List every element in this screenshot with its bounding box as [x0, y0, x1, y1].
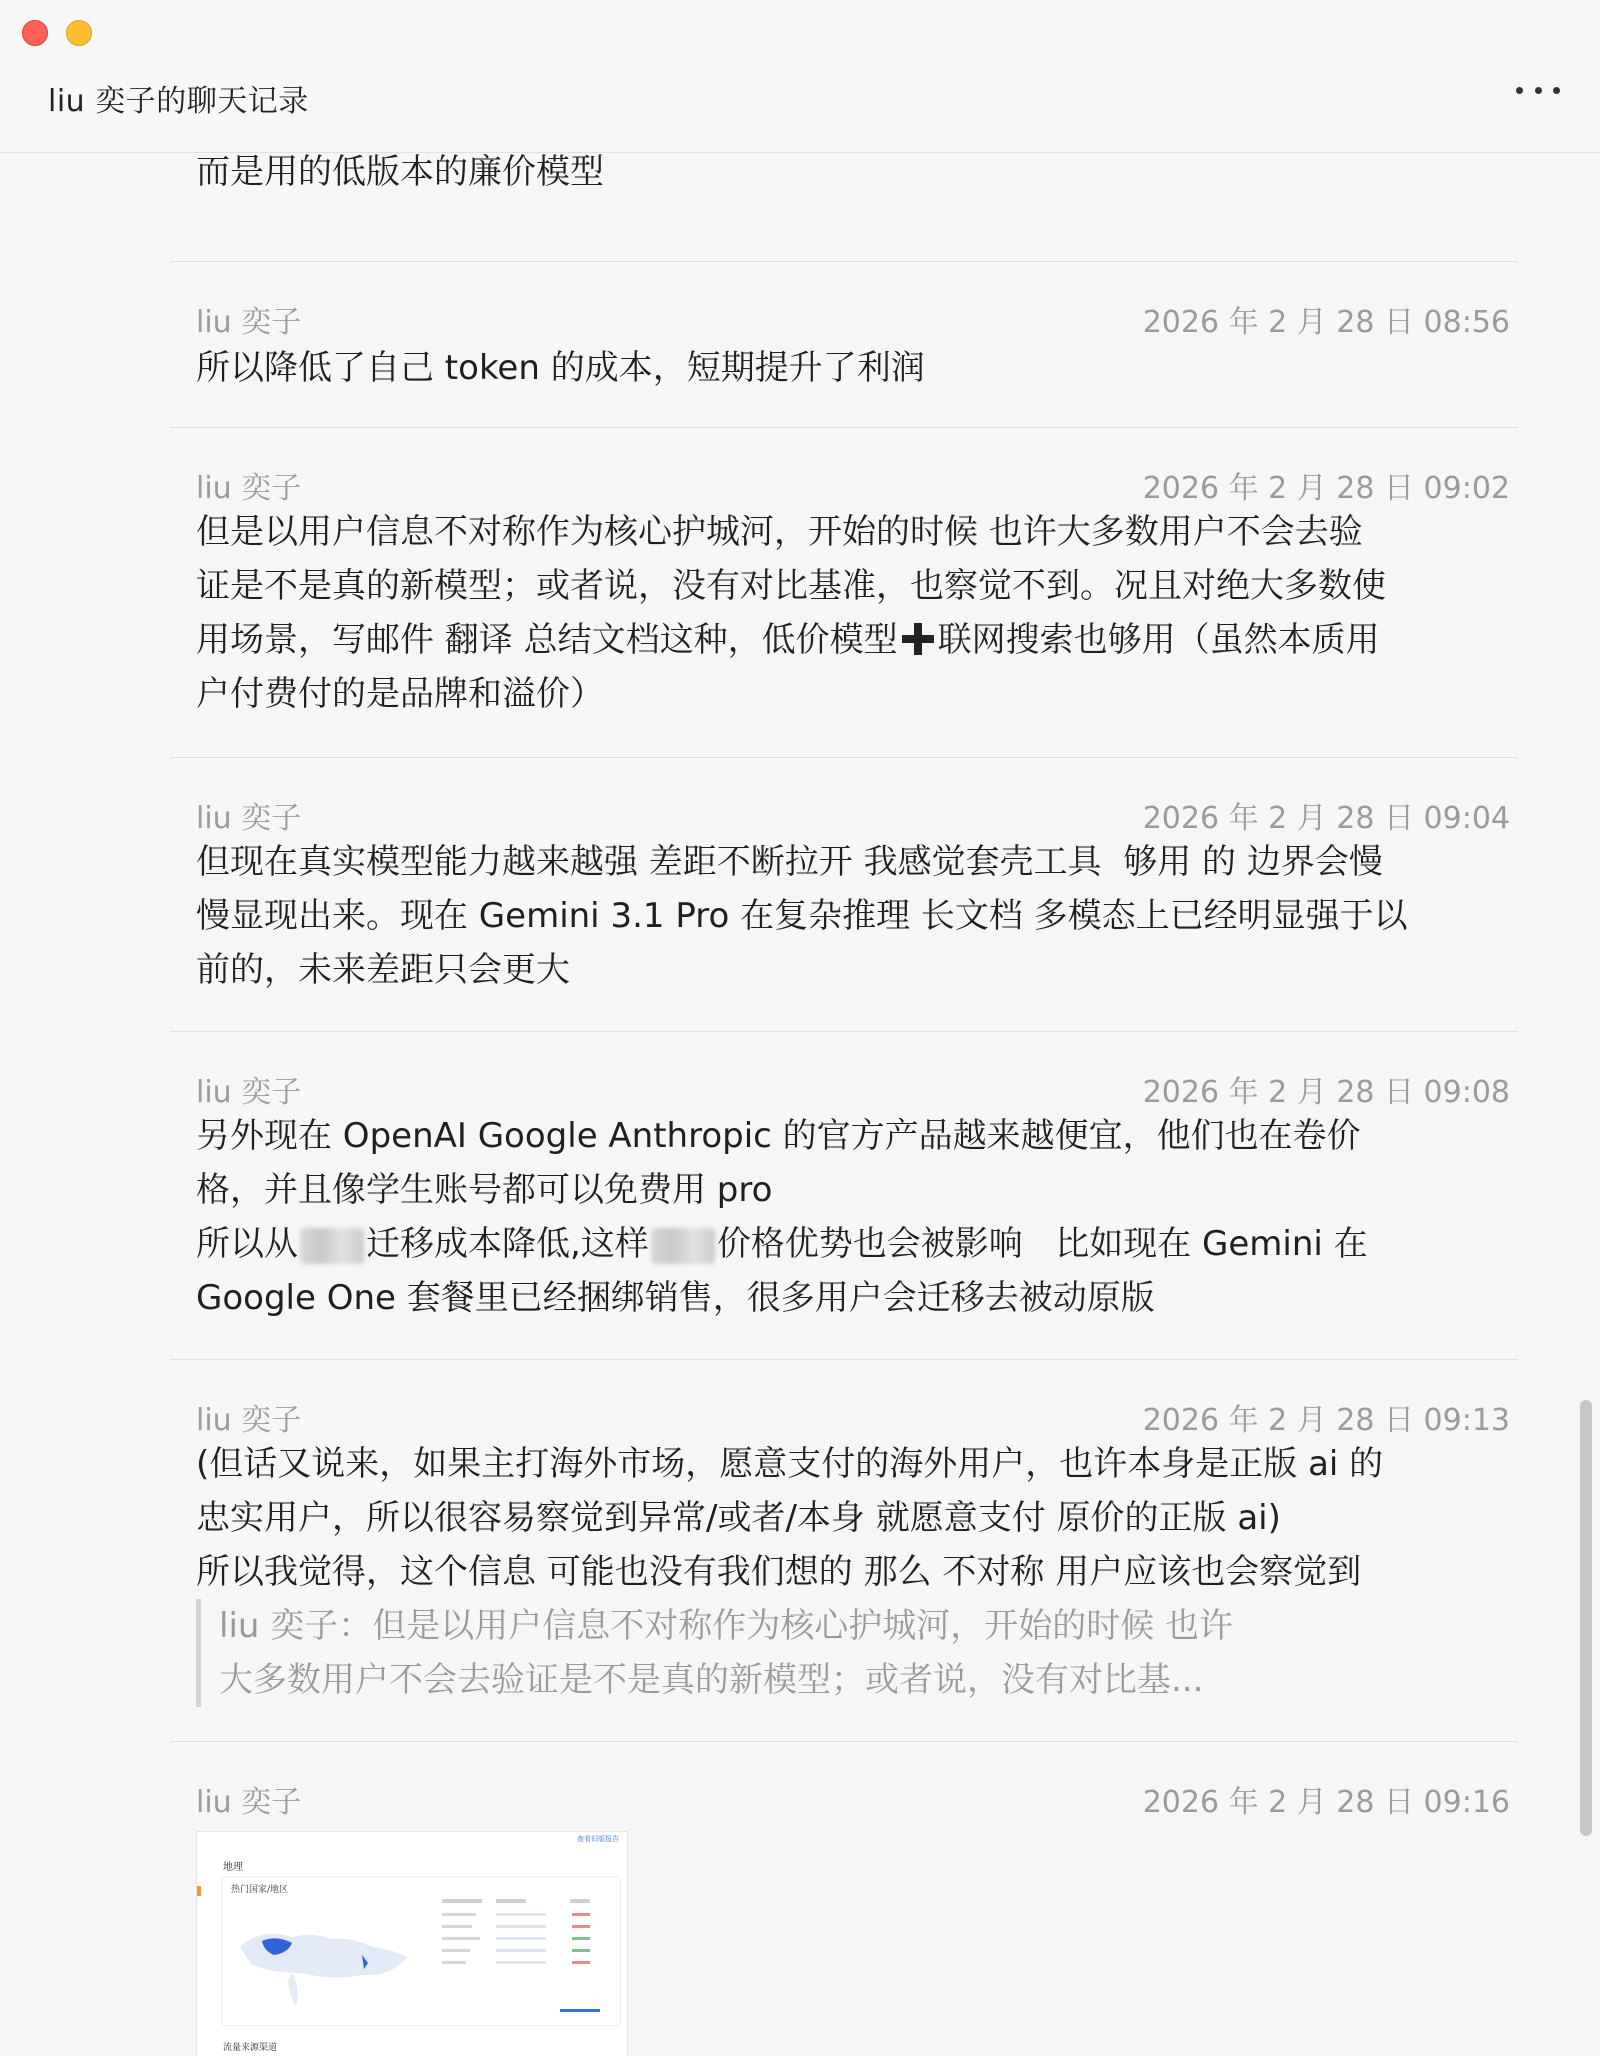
message-line: 证是不是真的新模型；或者说，没有对比基准，也察觉不到。况且对绝大多数使	[196, 566, 1386, 606]
message-time: 2026 年 2 月 28 日 09:16	[1142, 1785, 1510, 1820]
message-text: 而是用的低版本的廉价模型	[196, 153, 604, 192]
message-line: 忠实用户，所以很容易察觉到异常/或者/本身 就愿意支付 原价的正版 ai)	[196, 1498, 1281, 1538]
message-line: (但话又说来，如果主打海外市场，愿意支付的海外用户，也许本身是正版 ai 的	[196, 1444, 1384, 1484]
message-text: 所以降低了自己 token 的成本，短期提升了利润	[196, 348, 925, 388]
minimize-window-button[interactable]	[66, 20, 92, 46]
thumb-accent	[197, 1886, 201, 1896]
message-line: 但现在真实模型能力越来越强 差距不断拉开 我感觉套壳工具 够用 的 边界会慢	[196, 842, 1383, 882]
message-sender: liu 奕子	[196, 305, 302, 340]
message-list[interactable]	[0, 153, 1600, 2056]
message-sender: liu 奕子	[196, 801, 302, 836]
message-line: 户付费付的是品牌和溢价）	[196, 674, 604, 714]
message-sender: liu 奕子	[196, 1403, 302, 1438]
redacted-text	[651, 1228, 715, 1264]
message-line: 迁移成本降低,这样	[366, 1224, 649, 1264]
thumb-section-title: 流量来源渠道	[223, 2043, 278, 2053]
thumb-card	[221, 1876, 621, 2026]
quoted-reply[interactable]	[196, 1599, 1339, 1707]
message-item	[170, 1741, 1518, 2056]
message-time: 2026 年 2 月 28 日 09:08	[1142, 1075, 1510, 1110]
message-time: 2026 年 2 月 28 日 09:02	[1142, 471, 1510, 506]
message-line: 但是以用户信息不对称作为核心护城河，开始的时候 也许大多数用户不会去验	[196, 512, 1363, 552]
message-line: 价格优势也会被影响 比如现在 Gemini 在	[716, 1224, 1368, 1264]
thumb-link: 查看旧版报告	[577, 1835, 619, 1843]
message-text	[196, 1437, 1518, 1599]
message-sender: liu 奕子	[196, 1075, 302, 1110]
thumb-heading: 地理	[223, 1862, 243, 1873]
message-line: 慢显现出来。现在 Gemini 3.1 Pro 在复杂推理 长文档 多模态上已经明显强于以	[196, 896, 1408, 936]
message-item	[170, 261, 1518, 428]
message-text	[196, 835, 1518, 997]
message-item	[170, 1359, 1518, 1742]
message-time: 2026 年 2 月 28 日 08:56	[1142, 305, 1510, 340]
quote-line: liu 奕子：但是以用户信息不对称作为核心护城河，开始的时候 也许	[219, 1606, 1234, 1646]
scrollbar-thumb[interactable]	[1580, 1400, 1592, 1836]
redacted-text	[300, 1228, 364, 1264]
quote-line: 大多数用户不会去验证是不是真的新模型；或者说，没有对比基...	[219, 1660, 1204, 1700]
message-line: 联网搜索也够用（虽然本质用	[937, 620, 1380, 660]
message-line: 另外现在 OpenAI Google Anthropic 的官方产品越来越便宜，他们也在卷价	[196, 1116, 1361, 1156]
title-bar	[0, 0, 1600, 153]
thumb-subheading: 热门国家/地区	[231, 1885, 289, 1895]
message-text	[196, 1109, 1518, 1325]
message-item	[170, 427, 1518, 758]
message-item	[170, 757, 1518, 1032]
message-line: 用场景，写邮件 翻译 总结文档这种，低价模型	[196, 620, 898, 660]
message-line: 所以从	[196, 1224, 298, 1264]
message-time: 2026 年 2 月 28 日 09:04	[1142, 801, 1510, 836]
message-sender: liu 奕子	[196, 471, 302, 506]
message-line: 格，并且像学生账号都可以免费用 pro	[196, 1170, 773, 1210]
message-item	[170, 1031, 1518, 1360]
thumb-map-table	[222, 1877, 620, 2025]
close-window-button[interactable]	[22, 20, 48, 46]
message-line: Google One 套餐里已经捆绑销售，很多用户会迁移去被动原版	[196, 1278, 1155, 1318]
more-options-icon[interactable]	[1516, 80, 1560, 100]
message-line: 前的，未来差距只会更大	[196, 950, 570, 990]
image-attachment[interactable]	[196, 1831, 628, 2056]
message-time: 2026 年 2 月 28 日 09:13	[1142, 1403, 1510, 1438]
message-item	[170, 153, 1518, 262]
message-line: 所以我觉得，这个信息 可能也没有我们想的 那么 不对称 用户应该也会察觉到	[196, 1552, 1362, 1592]
message-text	[196, 505, 1518, 721]
heavy-plus-emoji-icon	[900, 621, 936, 657]
message-sender: liu 奕子	[196, 1785, 302, 1820]
window-title: liu 奕子的聊天记录	[48, 84, 309, 119]
